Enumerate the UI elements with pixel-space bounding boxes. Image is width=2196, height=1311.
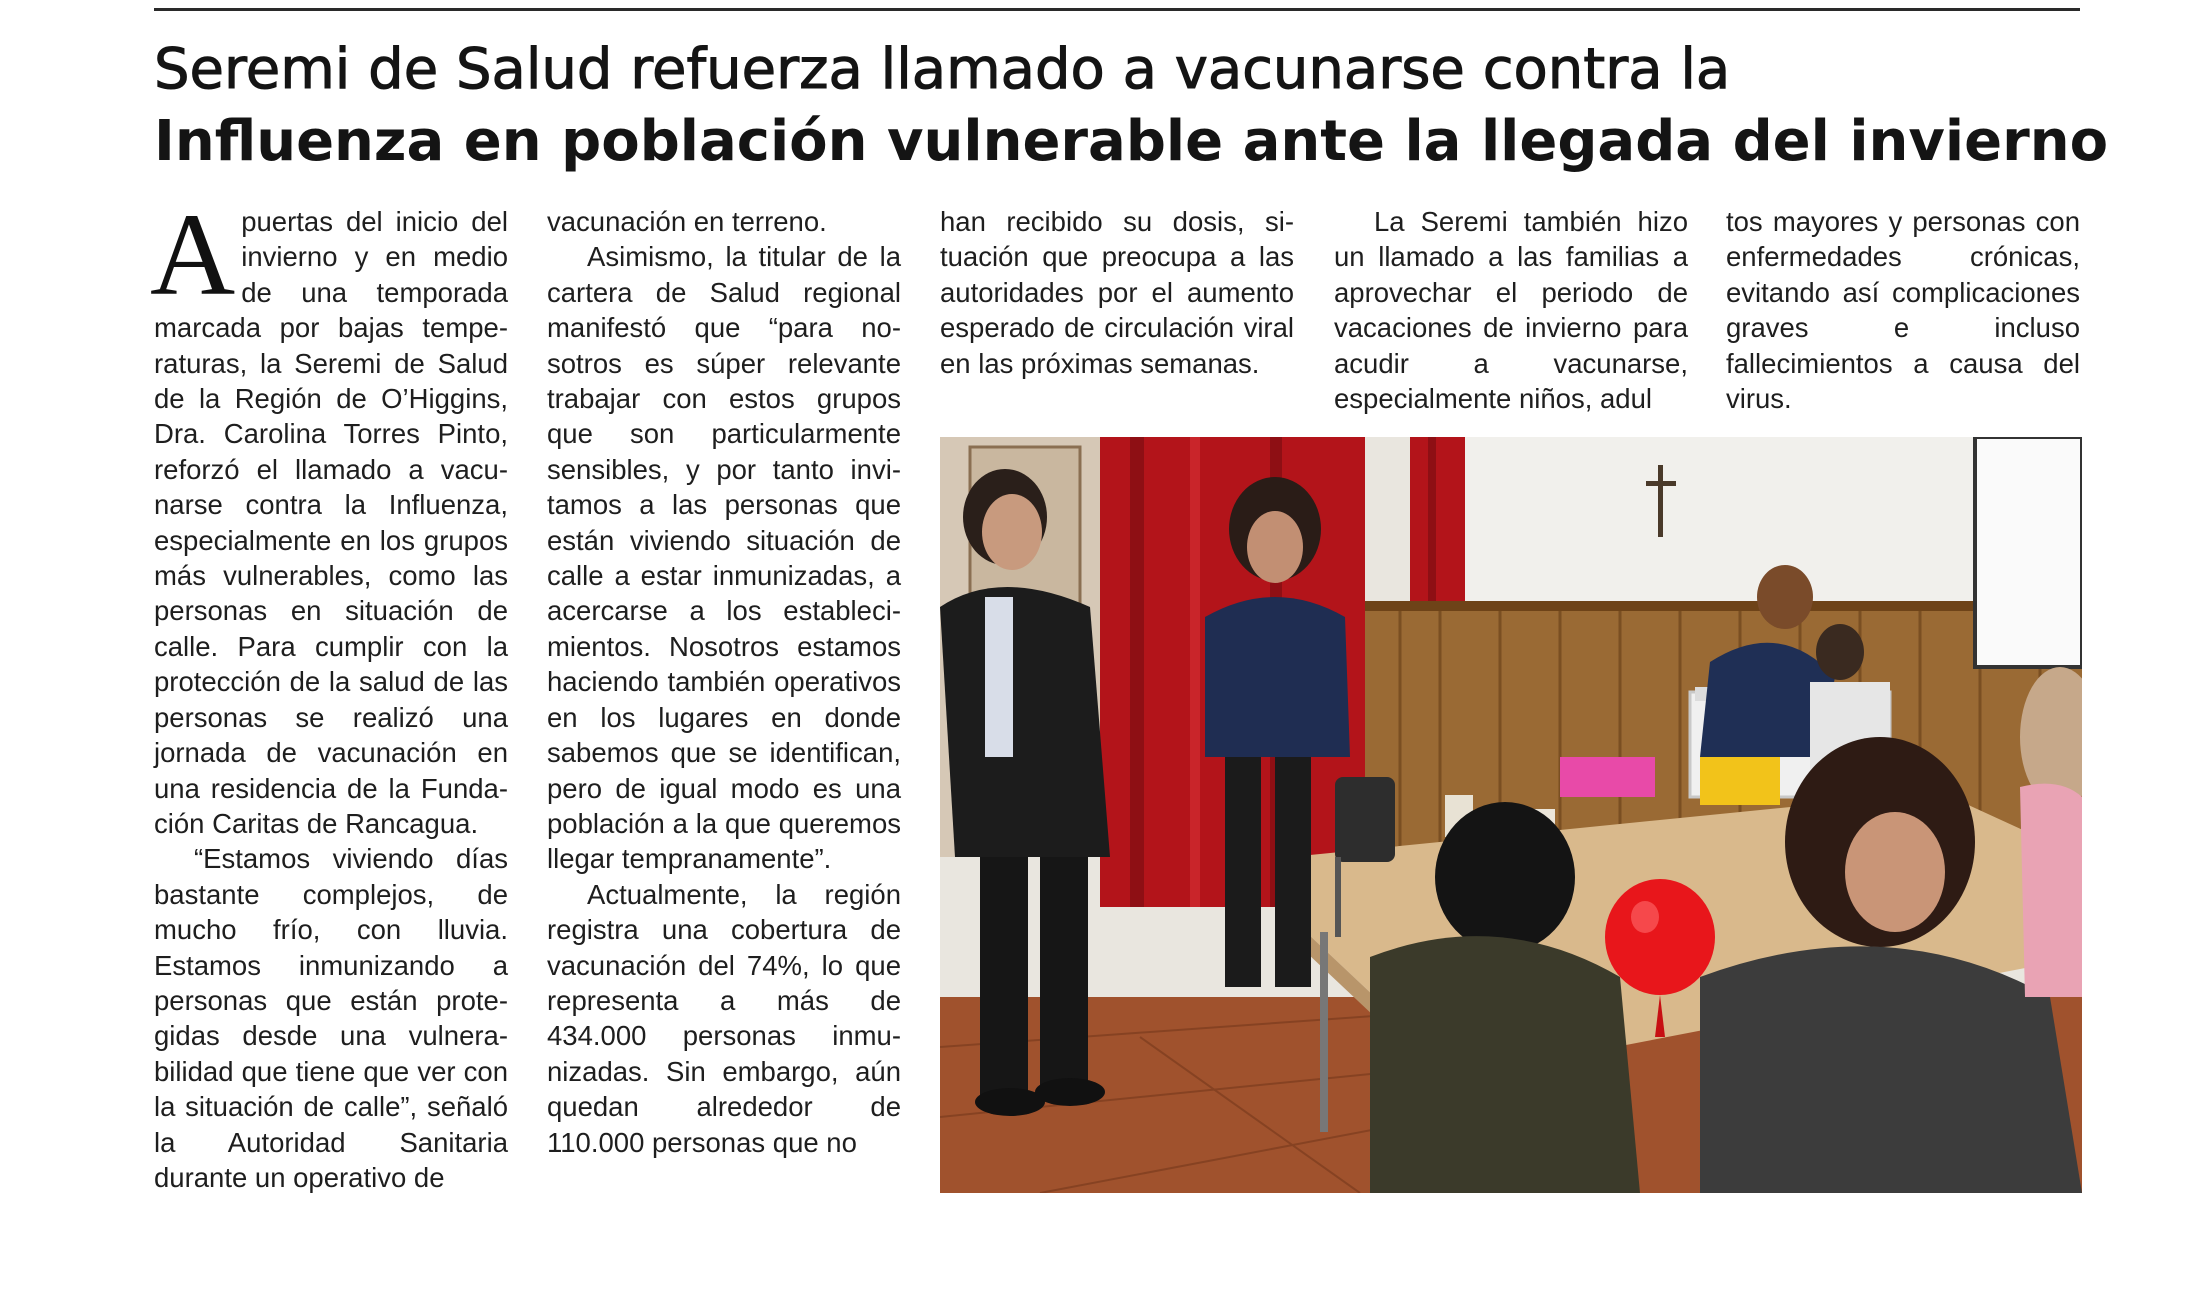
article-photo	[940, 437, 2082, 1193]
paragraph-1	[150, 189, 508, 841]
vaccination-scene-illustration	[940, 437, 2082, 1193]
headline-line-2: Influenza en población vulnerable ante la llegada del invierno	[154, 109, 2109, 174]
paragraph-8: tos mayores y personas con enfermedades crónicas, evitando así complicaciones graves e incluso fallecimientos a causa del virus.	[1726, 206, 2080, 415]
column-3	[940, 204, 1294, 381]
paragraph-6: han recibido su dosis, situación que preocupa a las autoridades por el aumento esperado de circulación viral en las próximas semanas.	[940, 206, 1294, 379]
paragraph-5: Actualmente, la región registra una cobertura de vacunación del 74%, lo que representa a más de 434.000 personas inmunizadas. Sin embargo, aún quedan alrededor de 110.000 personas que no	[547, 878, 901, 1158]
top-rule	[154, 8, 2080, 11]
column-4	[1334, 204, 1688, 416]
paragraph-4: Asimismo, la titular de la cartera de Salud regional manifestó que “para nosotros es súper relevante trabajar con estos grupos que son particularmente sensibles, y por tanto invitamos a las personas que están viviendo situación de calle a estar inmunizadas, a acercarse a los establecimientos. Nosotros estamos haciendo también operativos en los lugares en donde sabemos que se identifican, pero de igual modo es una población a la que queremos llegar tempranamente”.	[547, 241, 901, 875]
paragraph-7: La Seremi también hizo un llamado a las familias a aprovechar el periodo de vacaciones de invierno para acudir a vacunarse, especialmente niños, adul	[1334, 206, 1688, 415]
article-headline	[154, 34, 2114, 178]
column-1	[150, 189, 508, 1195]
column-5	[1726, 204, 2080, 416]
paragraph-3: vacunación en terreno.	[547, 206, 827, 237]
headline-line-1: Seremi de Salud refuerza llamado a vacunarse contra la	[154, 37, 1731, 102]
column-2	[547, 204, 901, 1160]
drop-cap: A	[150, 189, 236, 320]
paragraph-2: “Estamos viviendo días bastante complejos, de mucho frío, con lluvia. Estamos inmunizando a personas que están protegidas desde una vulnerabilidad que tiene que ver con la situación de calle”, señaló la Autoridad Sanitaria durante un operativo de	[154, 843, 508, 1193]
paragraph-1-text: puertas del inicio del invierno y en medio de una temporada marcada por bajas temperaturas, la Seremi de Salud de la Región de O’Higgins, Dra. Carolina Torres Pinto, reforzó el llamado a vacunarse contra la Influenza, especialmente en los grupos más vulnerables, como las personas en situación de calle. Para cumplir con la protección de la salud de las personas se realizó una jornada de vacunación en una residencia de la Fundación Caritas de Rancagua.	[154, 206, 508, 839]
